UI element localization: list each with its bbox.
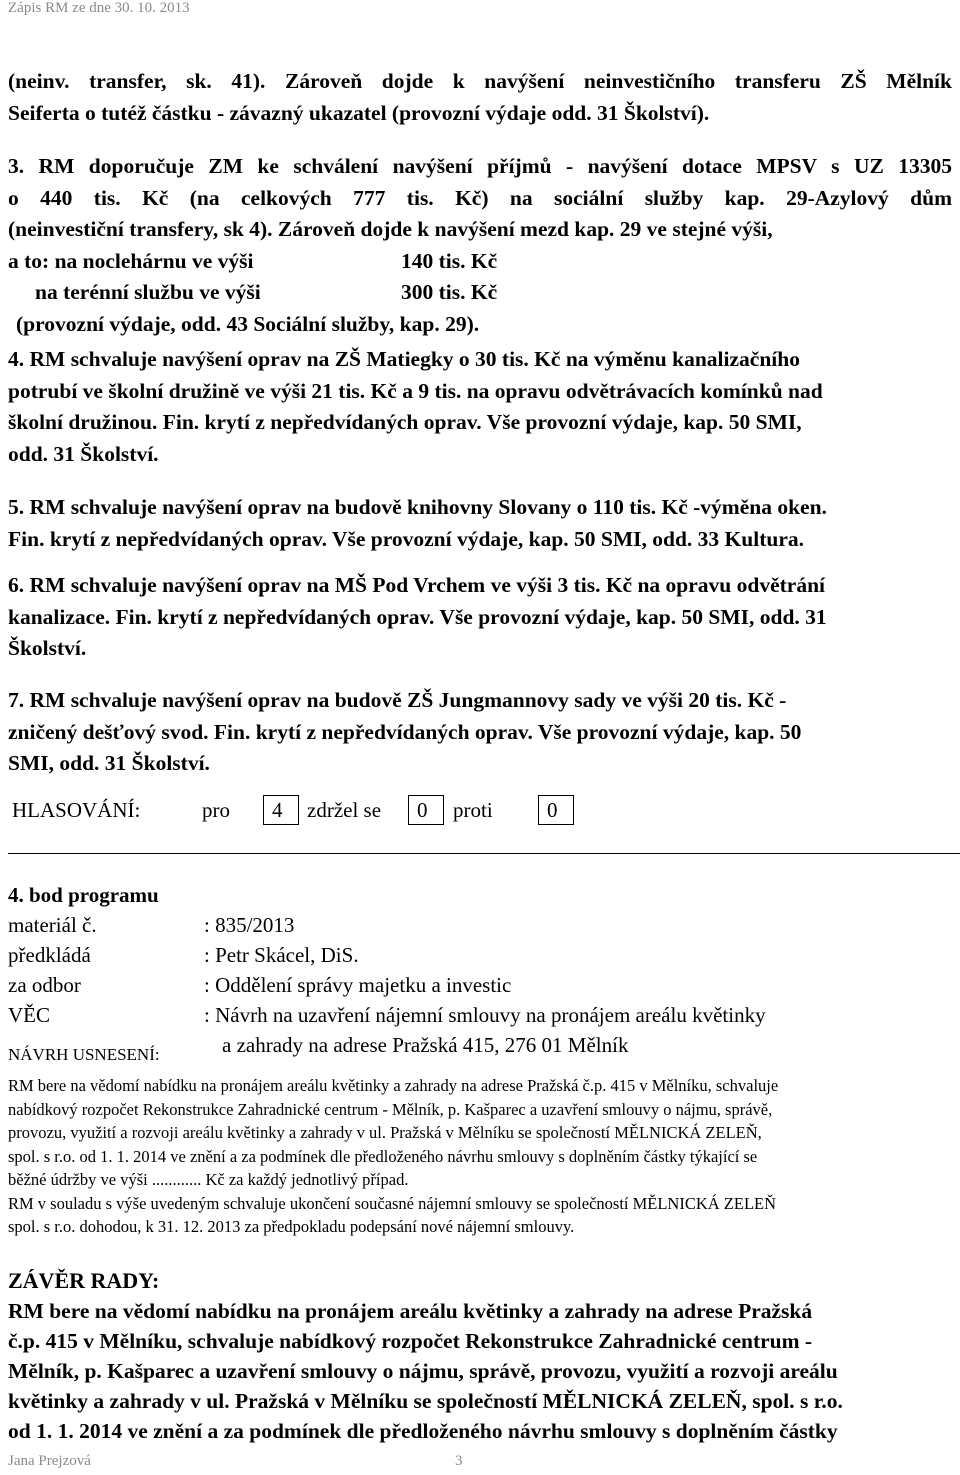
agenda-row [8, 910, 295, 940]
text-line: o 440 tis. Kč (na celkových 777 tis. Kč) na sociální služby kap. 29-Azylový dům [8, 185, 952, 210]
text-line: 6. RM schvaluje navýšení oprav na MŠ Pod Vrchem ve výši 3 tis. Kč na opravu odvětrání [8, 573, 826, 597]
agenda-label: materiál č. [8, 913, 97, 937]
text-line: 3. RM doporučuje ZM ke schválení navýšení příjmů - navýšení dotace MPSV s UZ 13305 [8, 154, 952, 178]
text-line: spol. s r.o. dohodou, k 31. 12. 2013 za předpokladu podepsání nové nájemní smlouvy. [8, 1217, 575, 1236]
text-line: 7. RM schvaluje navýšení oprav na budově ZŠ Jungmannovy sady ve výši 20 tis. Kč - [8, 688, 787, 712]
text-line: odd. 31 Školství. [8, 441, 159, 466]
list-label: a to: na noclehárnu ve výši [8, 248, 254, 273]
list-label: na terénní službu ve výši [35, 280, 261, 304]
paragraph-transfer-cont [8, 66, 952, 129]
text-line: RM bere na vědomí nabídku na pronájem areálu květinky a zahrady na adrese Pražská [8, 1299, 813, 1323]
conclusion-text [8, 1296, 952, 1446]
text-line: RM bere na vědomí nabídku na pronájem areálu květinky a zahrady na adrese Pražská č.p. 415 v Mělníku, schvaluje [8, 1076, 779, 1095]
list-amount: 140 tis. Kč [401, 248, 498, 273]
text-line: (neinv. transfer, sk. 41). Zároveň dojde k navýšení neinvestičního transferu ZŠ Mělník [8, 69, 952, 93]
resolution-text [8, 1074, 952, 1239]
item-3 [8, 151, 952, 340]
text-line: 4. RM schvaluje navýšení oprav na ZŠ Matiegky o 30 tis. Kč na výměnu kanalizačního [8, 347, 800, 371]
page-header: Zápis RM ze dne 30. 10. 2013 [8, 0, 190, 16]
agenda-title: 4. bod programu [8, 883, 159, 907]
agenda-value: : Oddělení správy majetku a investic [204, 973, 512, 997]
text-line: nabídkový rozpočet Rekonstrukce Zahradnické centrum - Mělník, p. Kašparec a uzavření smlouvy o nájmu, správě, [8, 1099, 773, 1119]
text-line: potrubí ve školní družině ve výši 21 tis. Kč a 9 tis. na opravu odvětrávacích komínků nad [8, 378, 823, 403]
section-divider [8, 853, 960, 854]
text-line: RM v souladu s výše uvedeným schvaluje ukončení současné nájemní smlouvy se společností MĚLNICKÁ ZELEŇ [8, 1193, 777, 1213]
text-line: školní družinou. Fin. krytí z nepředvídaných oprav. Vše provozní výdaje, kap. 50 SMI, [8, 410, 802, 434]
agenda-value: : 835/2013 [204, 913, 295, 937]
text-line: Seiferta o tutéž částku - závazný ukazatel (provozní výdaje odd. 31 Školství). [8, 100, 710, 125]
text-line: SMI, odd. 31 Školství. [8, 751, 210, 775]
item-7 [8, 685, 952, 780]
text-line: 5. RM schvaluje navýšení oprav na budově knihovny Slovany o 110 tis. Kč -výměna oken. [8, 495, 827, 519]
text-line: zničený dešťový svod. Fin. krytí z nepředvídaných oprav. Vše provozní výdaje, kap. 50 [8, 719, 802, 744]
resolution-heading: NÁVRH USNESENÍ: [8, 1045, 160, 1064]
text-line: provozu, využití a rozvoji areálu květinky a zahrady v ul. Pražská v Mělníku se společností MĚLNICKÁ ZELEŇ, [8, 1123, 762, 1142]
text-line: (provozní výdaje, odd. 43 Sociální služby, kap. 29). [16, 311, 480, 336]
vote-label: HLASOVÁNÍ: [12, 798, 141, 822]
text-line: květinky a zahrady v ul. Pražská v Mělníku se společností MĚLNICKÁ ZELEŇ, spol. s r.o. [8, 1389, 843, 1413]
vote-for-label: pro [202, 798, 230, 822]
list-item [8, 277, 952, 309]
list-amount: 300 tis. Kč [401, 280, 498, 304]
agenda-label: předkládá [8, 943, 91, 967]
text-line: Fin. krytí z nepředvídaných oprav. Vše provozní výdaje, kap. 50 SMI, odd. 33 Kultura. [8, 526, 804, 551]
item-6 [8, 570, 952, 665]
vote-abstain-box: 0 [408, 795, 444, 825]
item-5 [8, 492, 952, 555]
vote-against-label: proti [453, 798, 493, 822]
conclusion-heading: ZÁVĚR RADY: [8, 1268, 160, 1293]
vote-abstain-label: zdržel se [307, 798, 382, 822]
vote-against-box: 0 [538, 795, 574, 825]
agenda-value-cont: a zahrady na adrese Pražská 415, 276 01 Mělník [222, 1033, 629, 1057]
text-line: kanalizace. Fin. krytí z nepředvídaných oprav. Vše provozní výdaje, kap. 50 SMI, odd. 31 [8, 604, 827, 629]
page-number: 3 [455, 1453, 463, 1469]
text-line: (neinvestiční transfery, sk 4). Zároveň dojde k navýšení mezd kap. 29 ve stejné výši, [8, 217, 773, 241]
footer-author: Jana Prejzová [8, 1453, 91, 1469]
agenda-row [8, 1000, 766, 1030]
agenda-row [8, 970, 512, 1000]
agenda-item [8, 880, 766, 1060]
agenda-label: za odbor [8, 973, 81, 997]
agenda-label: VĚC [8, 1003, 50, 1027]
text-line: od 1. 1. 2014 ve znění a za podmínek dle předloženého návrhu smlouvy s doplněním částky [8, 1419, 838, 1443]
item-4 [8, 344, 952, 470]
text-line: Školství. [8, 636, 87, 660]
text-line: Mělník, p. Kašparec a uzavření smlouvy o nájmu, správě, provozu, využití a rozvoji areálu [8, 1359, 838, 1383]
text-line: č.p. 415 v Mělníku, schvaluje nabídkový rozpočet Rekonstrukce Zahradnické centrum - [8, 1329, 813, 1353]
agenda-value: : Petr Skácel, DiS. [204, 943, 359, 967]
vote-for-box: 4 [263, 795, 299, 825]
text-line: spol. s r.o. od 1. 1. 2014 ve znění a za podmínek dle předloženého návrhu smlouvy s doplněním částky týkající se [8, 1146, 758, 1166]
text-line: běžné údržby ve výši ............ Kč za každý jednotlivý případ. [8, 1170, 409, 1189]
agenda-value: : Návrh na uzavření nájemní smlouvy na pronájem areálu květinky [204, 1003, 766, 1027]
list-item [8, 246, 952, 278]
agenda-row [8, 940, 359, 970]
